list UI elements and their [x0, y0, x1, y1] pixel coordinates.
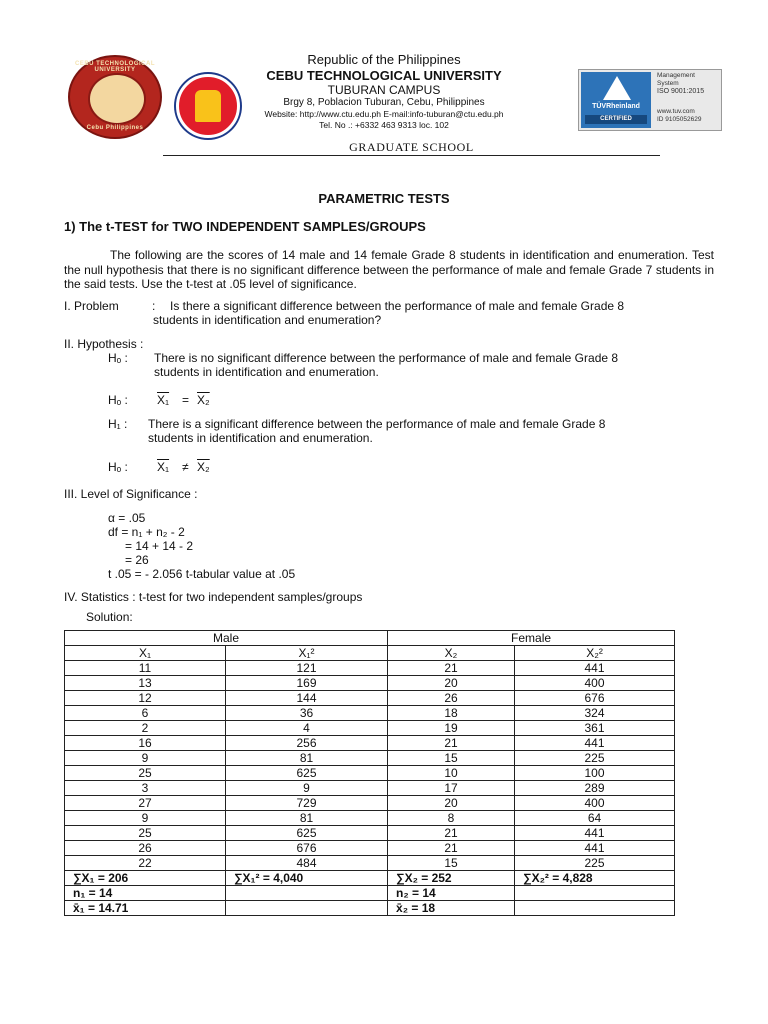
cell-x1: 2: [65, 721, 226, 736]
cell-x1: 3: [65, 781, 226, 796]
tuv-mgmt-2: System: [657, 80, 679, 87]
cell-x2-squared: 324: [515, 706, 675, 721]
header-university: CEBU TECHNOLOGICAL UNIVERSITY: [266, 68, 502, 83]
cell-x2-squared: 676: [515, 691, 675, 706]
tuv-certified: CERTIFIED: [585, 115, 647, 124]
table-row: [65, 856, 675, 871]
cell-x1: 16: [65, 736, 226, 751]
df-line-1: df = n₁ + n₂ - 2: [108, 525, 185, 539]
cell-x2: 21: [388, 841, 515, 856]
cell-x2: 15: [388, 751, 515, 766]
table-row: [65, 691, 675, 706]
header-address: Brgy 8, Poblacion Tuburan, Cebu, Philippines: [283, 97, 485, 108]
cell-x1-squared: 729: [226, 796, 388, 811]
cell-x1-squared: 625: [226, 826, 388, 841]
cell-x2: 20: [388, 676, 515, 691]
cell-x1-squared: 676: [226, 841, 388, 856]
cell-x1-squared: 4: [226, 721, 388, 736]
solution-label: Solution:: [86, 610, 133, 624]
tuv-mgmt-1: Management: [657, 72, 695, 79]
cell-x2-squared: 441: [515, 841, 675, 856]
cell-x2: 8: [388, 811, 515, 826]
sum-x1: ∑X₁ = 206: [65, 871, 226, 886]
mean-female-empty: [515, 901, 675, 916]
problem-text-2: students in identification and enumeration?: [153, 313, 382, 327]
n-female-empty: [515, 886, 675, 901]
sum-x1-squared: ∑X₁² = 4,040: [226, 871, 388, 886]
cell-x2-squared: 441: [515, 826, 675, 841]
cell-x1-squared: 121: [226, 661, 388, 676]
col-header-x2: X₂: [388, 646, 515, 661]
cell-x2-squared: 441: [515, 661, 675, 676]
group-female-header: Female: [388, 631, 675, 646]
cell-x2-squared: 225: [515, 856, 675, 871]
sum-x2: ∑X₂ = 252: [388, 871, 515, 886]
col-header-x1-squared: X₁²: [226, 646, 388, 661]
page-title: PARAMETRIC TESTS: [318, 191, 450, 206]
h1-not-equal: ≠: [182, 460, 189, 474]
h0-x1-bar: X₁: [157, 393, 170, 407]
cell-x2-squared: 100: [515, 766, 675, 781]
sum-x2-squared: ∑X₂² = 4,828: [515, 871, 675, 886]
cell-x2-squared: 289: [515, 781, 675, 796]
table-row: [65, 721, 675, 736]
h1-x2-bar: X₂: [197, 460, 210, 474]
cell-x2: 10: [388, 766, 515, 781]
logo-ring-bottom: Cebu Philippines: [86, 125, 144, 131]
cell-x2: 19: [388, 721, 515, 736]
h1-x1-bar: X₁: [157, 460, 170, 474]
col-header-x1: X₁: [65, 646, 226, 661]
cell-x1-squared: 256: [226, 736, 388, 751]
cell-x1-squared: 144: [226, 691, 388, 706]
h0-equals: =: [182, 393, 190, 407]
cell-x1: 13: [65, 676, 226, 691]
logo-ring-text: CEBU TECHNOLOGICAL UNIVERSITY: [75, 61, 155, 73]
cell-x2-squared: 400: [515, 796, 675, 811]
section-subtitle: 1) The t-TEST for TWO INDEPENDENT SAMPLES/GROUPS: [64, 219, 426, 234]
mean-male: x̄₁ = 14.71: [65, 901, 226, 916]
cell-x2: 26: [388, 691, 515, 706]
cell-x1-squared: 36: [226, 706, 388, 721]
cell-x1: 6: [65, 706, 226, 721]
h0-x2-bar: X₂: [197, 393, 210, 407]
table-row: [65, 766, 675, 781]
n-male: n₁ = 14: [65, 886, 226, 901]
table-row: [65, 826, 675, 841]
cell-x1-squared: 169: [226, 676, 388, 691]
problem-text-1: Is there a significant difference between the performance of male and female Grade 8: [170, 299, 625, 313]
h0-text-2: students in identification and enumeration.: [154, 365, 379, 379]
intro-paragraph: The following are the scores of 14 male and 14 female Grade 8 students in identification and enumeration. Test the null hypothesis that there is no significant difference between the performance of male and female Grade 7 students in the said tests. Use the t-test at .05 level of significance.: [64, 248, 714, 291]
scores-table: [64, 630, 675, 916]
alpha-line: α = .05: [108, 511, 146, 525]
cell-x1: 26: [65, 841, 226, 856]
mean-female: x̄₂ = 18: [388, 901, 515, 916]
cell-x1-squared: 484: [226, 856, 388, 871]
table-row: [65, 796, 675, 811]
cell-x1: 25: [65, 766, 226, 781]
cell-x2-squared: 64: [515, 811, 675, 826]
table-row: [65, 676, 675, 691]
tuv-iso: ISO 9001:2015: [657, 88, 705, 95]
tuv-id: ID 9105052629: [657, 116, 702, 123]
cell-x1-squared: 81: [226, 751, 388, 766]
table-row: [65, 781, 675, 796]
cell-x2: 21: [388, 736, 515, 751]
table-row: [65, 751, 675, 766]
cell-x1: 12: [65, 691, 226, 706]
statistics-label: IV. Statistics : t-test for two independent samples/groups: [64, 590, 363, 604]
h1-symbol-label: Hₒ :: [108, 460, 128, 474]
cell-x1: 11: [65, 661, 226, 676]
table-mean-row: [65, 901, 675, 916]
cell-x2: 15: [388, 856, 515, 871]
mean-male-empty: [226, 901, 388, 916]
h1-text-2: students in identification and enumeration.: [148, 431, 373, 445]
significance-label: III. Level of Significance :: [64, 487, 198, 501]
table-sum-row: [65, 871, 675, 886]
col-header-x2-squared: X₂²: [515, 646, 675, 661]
table-row: [65, 706, 675, 721]
df-line-3: = 26: [125, 553, 149, 567]
h1-label: H₁ :: [108, 417, 128, 431]
graduate-school-label: GRADUATE SCHOOL: [349, 140, 474, 154]
hypothesis-label: II. Hypothesis :: [64, 337, 144, 351]
table-row: [65, 661, 675, 676]
df-line-2: = 14 + 14 - 2: [125, 539, 194, 553]
header-tel: Tel. No .: +6332 463 9313 loc. 102: [319, 120, 449, 130]
table-row: [65, 841, 675, 856]
cell-x1-squared: 81: [226, 811, 388, 826]
cell-x2-squared: 225: [515, 751, 675, 766]
cell-x2: 18: [388, 706, 515, 721]
problem-label: I. Problem: [64, 299, 119, 313]
tuv-url: www.tuv.com: [657, 108, 695, 115]
cell-x2-squared: 361: [515, 721, 675, 736]
group-male-header: Male: [65, 631, 388, 646]
header-website: Website: http://www.ctu.edu.ph E-mail:info-tuburan@ctu.edu.ph: [264, 109, 504, 119]
cell-x2-squared: 400: [515, 676, 675, 691]
table-column-header-row: [65, 646, 675, 661]
n-male-empty: [226, 886, 388, 901]
t-tabular-line: t .05 = - 2.056 t-tabular value at .05: [108, 567, 296, 581]
table-row: [65, 736, 675, 751]
header-republic: Republic of the Philippines: [307, 52, 461, 67]
h1-text-1: There is a significant difference between the performance of male and female Grade 8: [148, 417, 606, 431]
cell-x2-squared: 441: [515, 736, 675, 751]
cell-x1: 25: [65, 826, 226, 841]
cell-x1: 9: [65, 751, 226, 766]
cell-x2: 17: [388, 781, 515, 796]
cell-x2: 20: [388, 796, 515, 811]
h0-symbol-label: Hₒ :: [108, 393, 128, 407]
cell-x1: 27: [65, 796, 226, 811]
table-row: [65, 811, 675, 826]
cell-x1-squared: 625: [226, 766, 388, 781]
cell-x1: 22: [65, 856, 226, 871]
table-group-header-row: [65, 631, 675, 646]
h0-label: Hₒ :: [108, 351, 128, 365]
problem-colon: :: [152, 299, 156, 313]
n-female: n₂ = 14: [388, 886, 515, 901]
cell-x1-squared: 9: [226, 781, 388, 796]
table-n-row: [65, 886, 675, 901]
header-divider: [163, 155, 660, 156]
h0-text-1: There is no significant difference between the performance of male and female Grade 8: [154, 351, 619, 365]
tuv-brand: TÜVRheinland: [592, 103, 640, 110]
header-campus: TUBURAN CAMPUS: [327, 83, 441, 97]
cell-x2: 21: [388, 826, 515, 841]
cell-x1: 9: [65, 811, 226, 826]
cell-x2: 21: [388, 661, 515, 676]
